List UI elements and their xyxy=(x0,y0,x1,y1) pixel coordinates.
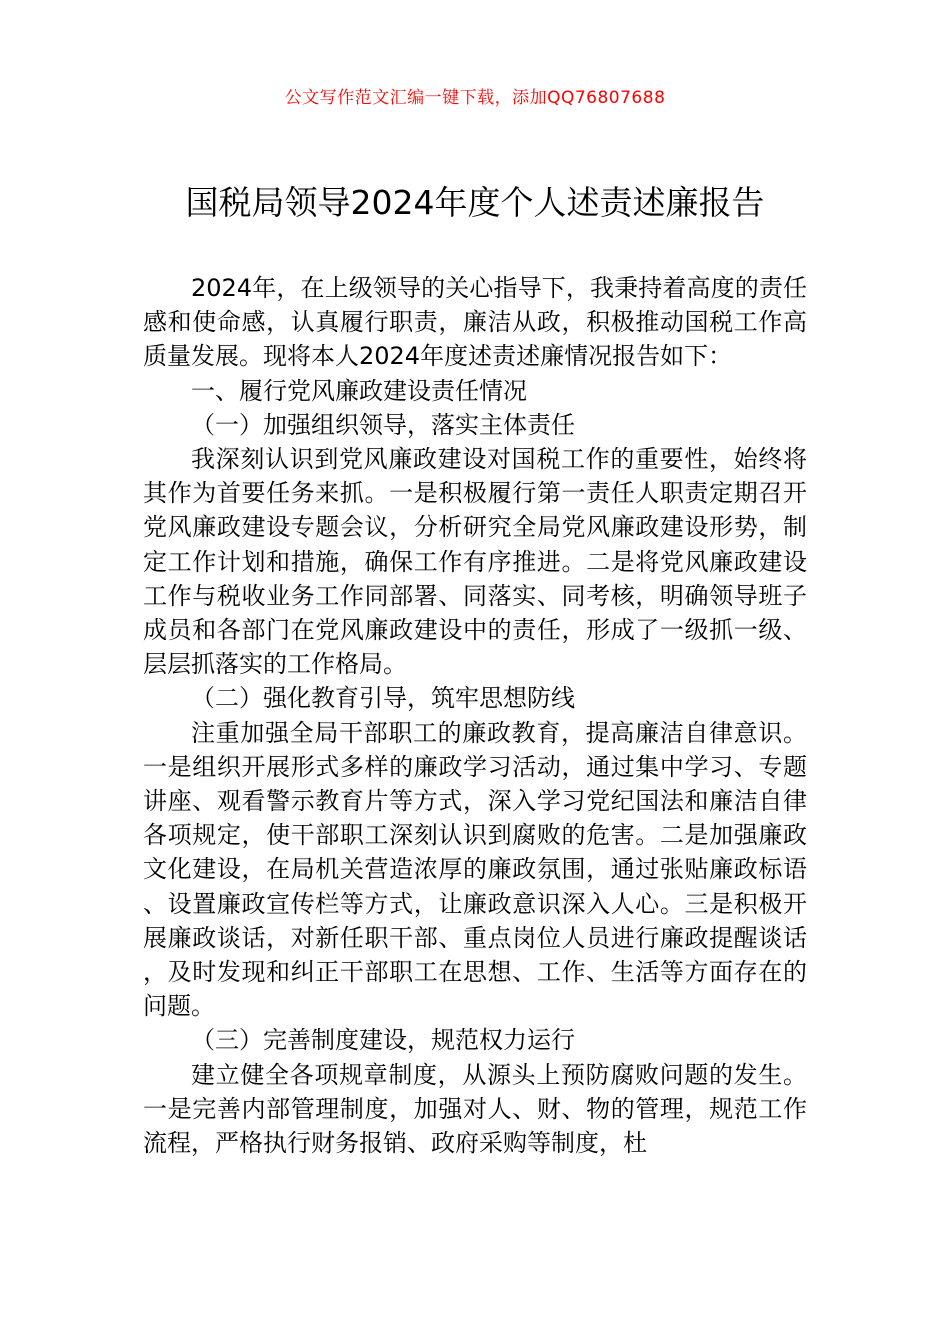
subsection-heading-3: （三）完善制度建设，规范权力运行 xyxy=(191,1026,575,1055)
subsection-heading-1: （一）加强组织领导，落实主体责任 xyxy=(191,410,575,439)
section-heading-1: 一、履行党风廉政建设责任情况 xyxy=(191,376,527,405)
body-paragraph-1: 我深刻认识到党风廉政建设对国税工作的重要性，始终将其作为首要任务来抓。一是积极履行第一责任人职责定期召开党风廉政建设专题会议，分析研究全局党风廉政建设形势，制定工作计划和措施，确保工作有序推进。二是将党风廉政建设工作与税收业务工作同部署、同落实、同考核，明确领导班子成员和各部门在党风廉政建设中的责任，形成了一级抓一级、层层抓落实的工作格局。 xyxy=(143,445,807,679)
subsection-heading-2: （二）强化教育引导，筑牢思想防线 xyxy=(191,684,575,713)
body-paragraph-2: 注重加强全局干部职工的廉政教育，提高廉洁自律意识。一是组织开展形式多样的廉政学习活动，通过集中学习、专题讲座、观看警示教育片等方式，深入学习党纪国法和廉洁自律各项规定，使干部职工深刻认识到腐败的危害。二是加强廉政文化建设，在局机关营造浓厚的廉政氛围，通过张贴廉政标语、设置廉政宣传栏等方式，让廉政意识深入人心。三是积极开展廉政谈话，对新任职干部、重点岗位人员进行廉政提醒谈话，及时发现和纠正干部职工在思想、工作、生活等方面存在的问题。 xyxy=(143,718,807,1021)
body-paragraph-3: 建立健全各项规章制度，从源头上预防腐败问题的发生。一是完善内部管理制度，加强对人、财、物的管理，规范工作流程，严格执行财务报销、政府采购等制度，杜 xyxy=(143,1060,807,1158)
document-title: 国税局领导2024年度个人述责述廉报告 xyxy=(185,183,765,222)
document-body xyxy=(143,271,807,1160)
download-banner: 公文写作范文汇编一键下载，添加QQ76807688 xyxy=(284,88,666,108)
intro-paragraph: 2024年，在上级领导的关心指导下，我秉持着高度的责任感和使命感，认真履行职责，廉洁从政，积极推动国税工作高质量发展。现将本人2024年度述责述廉情况报告如下： xyxy=(143,274,807,371)
